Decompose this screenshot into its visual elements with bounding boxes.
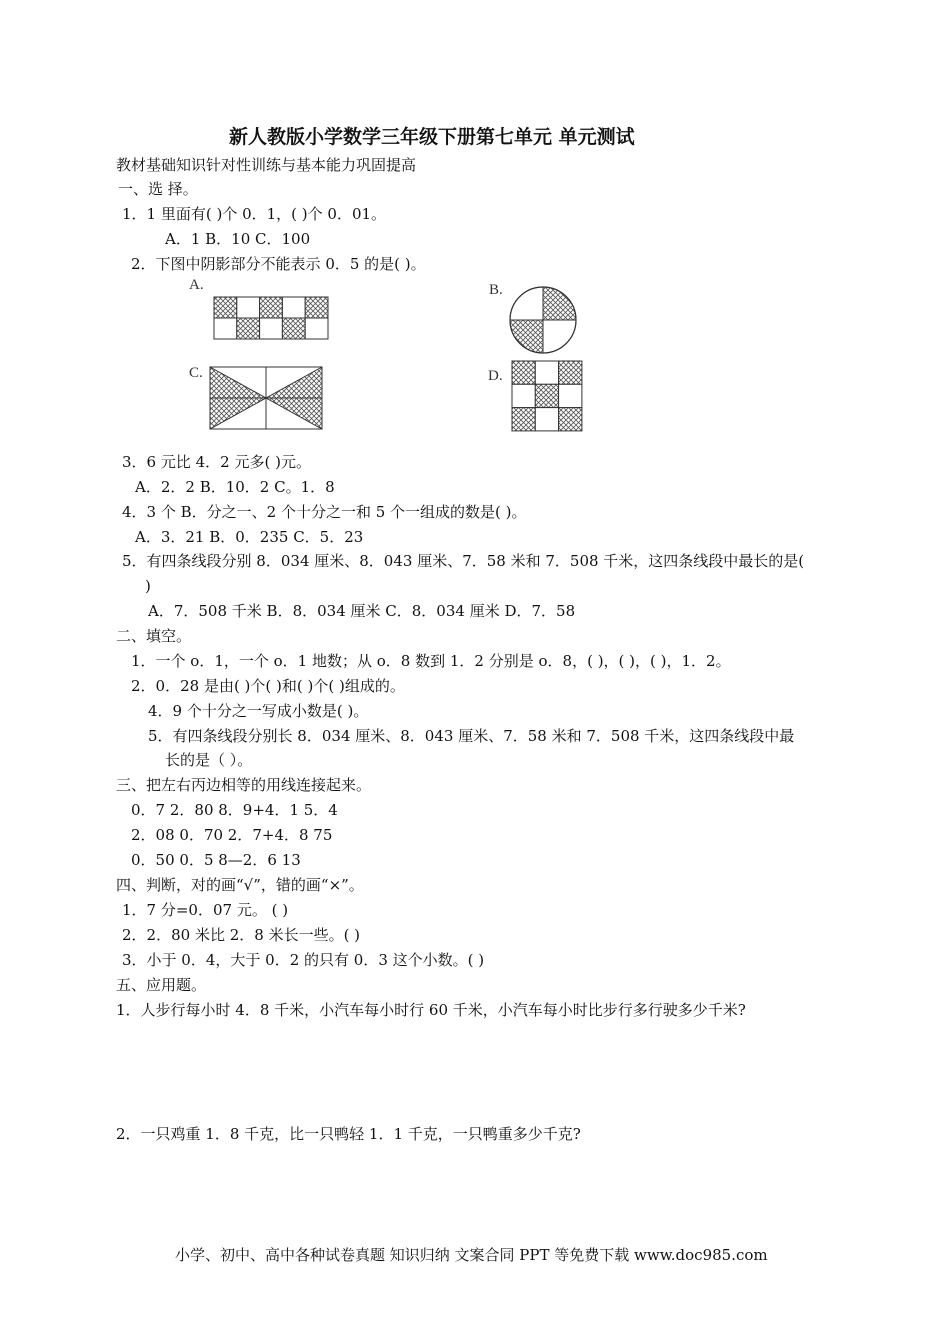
figure-d-label: D. [488,368,503,384]
section1-heading: 一、选 择。 [118,180,198,198]
page-title: 新人教版小学数学三年级下册第七单元 单元测试 [229,126,635,148]
section4-heading: 四、判断，对的画“√”，错的画“×”。 [116,876,364,894]
s3-row-2: 2．08 0．70 2．7+4．8 75 [131,826,333,844]
s1-question-3: 3．6 元比 4．2 元多( )元。 [122,453,311,471]
s1-question-3-options: A．2．2 B．10．2 C。1．8 [135,478,335,496]
figure-a-grid [213,296,329,340]
s1-question-4-options: A．3．21 B．0．235 C．5．23 [135,528,364,546]
figure-d-grid [511,360,583,432]
s1-question-1-options: A．1 B．10 C．100 [165,230,311,248]
s2-question-1: 1．一个 o．1，一个 o．1 地数；从 o．8 数到 1．2 分别是 o．8，( )，( )，( )，1．2。 [131,652,731,670]
s3-row-3: 0．50 0．5 8—2．6 13 [131,851,301,869]
figure-b-label: B. [489,282,503,298]
s1-question-4: 4．3 个 B．分之一、2 个十分之一和 5 个一组成的数是( )。 [122,503,527,521]
s5-question-2: 2．一只鸡重 1．8 千克，比一只鸭轻 1．1 千克，一只鸭重多少千克? [116,1125,581,1143]
s3-row-1: 0．7 2．80 8．9+4．1 5．4 [131,801,338,819]
figure-c-rectangle [209,366,323,430]
s2-question-5: 5．有四条线段分别长 8．034 厘米、8．043 厘米、7．58 米和 7．508 千米，这四条线段中最 [148,727,795,745]
s1-question-5-cont: ) [145,577,151,595]
s5-answer-area-2 [116,1149,836,1239]
s5-answer-area-1 [116,1025,836,1120]
s2-question-4: 4．9 个十分之一写成小数是( )。 [148,702,369,720]
s2-question-5-cont: 长的是（ ）。 [165,751,253,769]
section5-heading: 五、应用题。 [116,976,207,994]
s1-question-2: 2．下图中阴影部分不能表示 0．5 的是( )。 [131,255,426,273]
s2-question-2: 2．0．28 是由( )个( )和( )个( )组成的。 [131,677,405,695]
s1-question-5-options: A．7．508 千米 B．8．034 厘米 C．8．034 厘米 D．7．58 [148,602,576,620]
s4-question-3: 3．小于 0．4，大于 0．2 的只有 0．3 这个小数。( ) [122,951,485,969]
s4-question-2: 2．2．80 米比 2．8 米长一些。( ) [122,926,361,944]
s5-question-1: 1．人步行每小时 4．8 千米，小汽车每小时行 60 千米，小汽车每小时比步行多行驶多少千米? [116,1001,746,1019]
figure-b-circle [508,285,578,355]
page-footer: 小学、初中、高中各种试卷真题 知识归纳 文案合同 PPT 等免费下载 www.doc985.com [175,1246,768,1264]
s4-question-1: 1．7 分=0．07 元。 ( ) [122,901,289,919]
section3-heading: 三、把左右丙边相等的用线连接起来。 [116,776,372,794]
figure-c-label: C. [189,365,203,381]
subtitle: 教材基础知识针对性训练与基本能力巩固提高 [116,156,417,174]
figure-a-label: A. [189,277,204,293]
s1-question-5: 5．有四条线段分别 8．034 厘米、8．043 厘米、7．58 米和 7．508 千米，这四条线段中最长的是( [122,552,805,570]
section2-heading: 二、填空。 [116,627,192,645]
s1-question-1: 1．1 里面有( )个 0．1，( )个 0．01。 [122,205,387,223]
